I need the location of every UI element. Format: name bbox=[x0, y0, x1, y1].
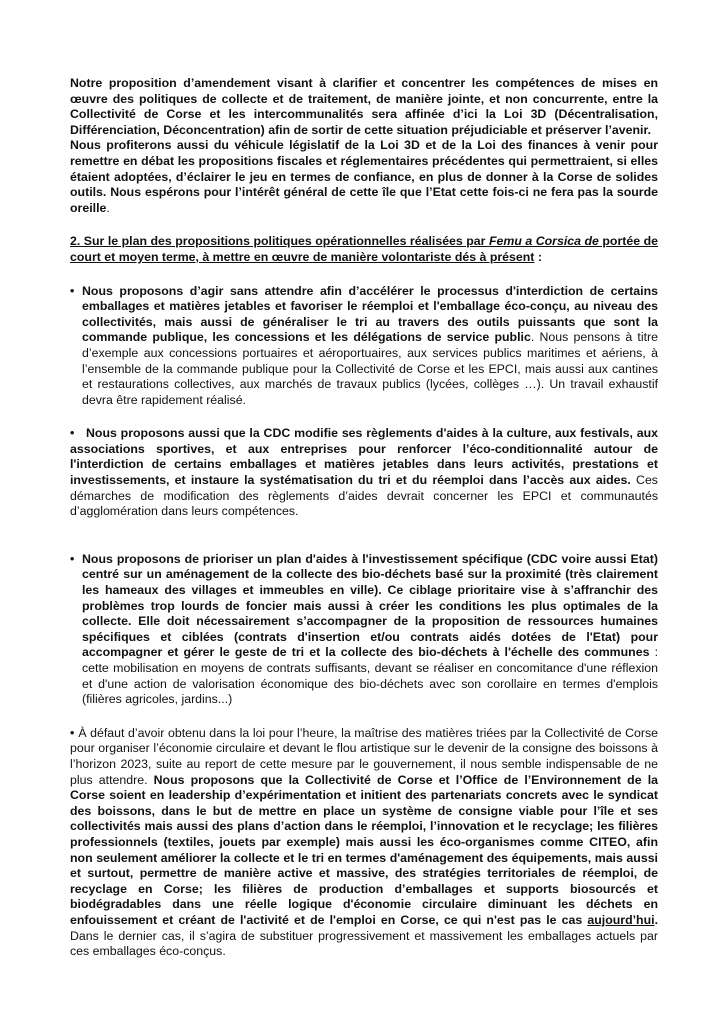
intro-paragraph-2 bbox=[70, 138, 658, 216]
bullet-1-normal: . Nous pensons à titre d’exemple aux concessions portuaires et aéroportuaires, aux services publics maritimes et aériens, à l’ensemble de la commande publique pour la Collectivité de Corse et les EPCI, mais aussi aux cantines et restaurations collectives, aux marchés de travaux publics (lycées, collèges …). Un travail exhaustif devra être rapidement réalisé. bbox=[82, 330, 658, 407]
bullet-1-bold: Nous proposons d’agir sans attendre afin d’accélérer le processus d'interdiction de certains emballages et matières jetables et favoriser le réemploi et l'emballage éco-conçu, au niveau des collectivités, mais aussi de généraliser le tri au travers des outils puissants que sont la commande publique, les concessions et les délégations de service public bbox=[82, 283, 658, 345]
section-2-heading-colon: : bbox=[534, 249, 542, 264]
final-bold-underlined: aujourd’hui bbox=[587, 912, 655, 927]
final-normal-a: À défaut d’avoir obtenu dans la loi pour l’heure, la maîtrise des matières triées par la Collectivité de Corse pour organiser l’économie circulaire et devant le flou artistique sur le devenir de la consigne des boissons à l’horizon 2023, suite au report de cette mesure par le gouvernement, il nous semble indispensable de ne plus attendre. bbox=[70, 725, 658, 787]
intro-paragraph-1 bbox=[70, 76, 658, 138]
final-bold-b: . bbox=[654, 912, 658, 927]
bullet-2-normal: Ces démarches de modification des règlements d’aides devrait concerner les EPCI et communautés d’agglomération dans leurs compétences. bbox=[70, 473, 658, 519]
final-paragraph bbox=[70, 726, 658, 960]
final-normal-b: Dans le dernier cas, il s’agira de substituer progressivement et massivement les emballages actuels par ces emballages éco-conçus. bbox=[70, 928, 658, 959]
bullet-item-1 bbox=[70, 284, 658, 409]
bullet-mark: • bbox=[70, 551, 75, 566]
intro-text-2-end: . bbox=[106, 200, 110, 215]
bullet-3-bold: Nous proposons de prioriser un plan d'aides à l'investissement spécifique (CDC voire aussi Etat) centré sur un aménagement de la collecte des bio-déchets basé sur la proximité (très clairement les hameaux des villages et immeubles en ville). Ce ciblage prioritaire vise à s’affranchir des problèmes trop lourds de foncier mais aussi à créer les conditions les plus optimales de la collecte. Elle doit nécessairement s’accompagner de la proposition de ressources humaines spécifiques et ciblées (contrats d'insertion et/ou contrats aidés dotées de l'Etat) pour accompagner et gérer le geste de tri et la collecte des bio-déchets à l'échelle des communes bbox=[82, 551, 658, 660]
bullet-mark: • bbox=[70, 283, 75, 298]
intro-text-2: Nous profiterons aussi du véhicule législatif de la Loi 3D et de la Loi des finances à venir pour remettre en débat les propositions fiscales et réglementaires précédentes qui permettraient, si elles étaient adoptées, d’éclairer le jeu en termes de confiance, en plus de donner à la Corse de solides outils. Nous espérons pour l’intérêt général de cette île que l’Etat cette fois-ci ne fera pas la sourde oreille bbox=[70, 138, 658, 215]
bullet-mark: • bbox=[70, 426, 75, 441]
bullet-item-2 bbox=[70, 426, 658, 520]
final-bold-a: Nous proposons que la Collectivité de Corse et l’Office de l’Environnement de la Corse soient en leadership d’expérimentation et initient des partenariats concrets avec le syndicat des boissons, dans le but de mettre en place un système de consigne viable pour l’île et ses collectivités mais aussi des plans d’action dans le réemploi, l’innovation et le recyclage; les filières professionnels (textiles, jouets par exemple) mais aussi les éco-organismes comme CITEO, afin non seulement améliorer la collecte et le tri en termes d'aménagement des équipements, mais aussi et surtout, permettre de manière active et massive, des stratégies territoriales de réemploi, de recyclage en Corse; les filières de production d’emballages et supports biosourcés et biodégradables dans une réelle logique d'économie circulaire diminuant les déchets en enfouissement et créant de l'activité et de l'emploi en Corse, ce qui n'est pas le cas bbox=[70, 772, 658, 927]
section-2-heading-a: 2. Sur le plan des propositions politiques opérationnelles réalisées par bbox=[70, 234, 489, 249]
section-2-heading bbox=[70, 234, 658, 265]
bullet-text-3 bbox=[82, 552, 658, 708]
bullet-item-3 bbox=[70, 552, 658, 708]
bullet-mark: • bbox=[70, 725, 75, 740]
bullet-2-bold: Nous proposons aussi que la CDC modifie ses règlements d'aides à la culture, aux festivals, aux associations sportives, et aux entreprises pour renforcer l’éco-conditionnalité autour de l'interdiction de certains emballages et matières jetables dans leurs activités, prestations et investissements, et instaure la systématisation du tri et du réemploi dans l’accès aux aides. bbox=[70, 426, 659, 488]
bullet-3-normal: : cette mobilisation en moyens de contrats suffisants, devant se réaliser en concomitance d'une réflexion et d'une action de valorisation économique des bio-déchets avec son corollaire en termes d'emplois (filières agricoles, jardins...) bbox=[82, 645, 658, 707]
section-2-heading-italic: Femu a Corsica de bbox=[488, 234, 599, 249]
section-2-heading-b: portée de court et moyen terme, à mettre en œuvre de manière volontariste dés à présent bbox=[70, 234, 658, 264]
bullet-text-1 bbox=[82, 284, 658, 409]
intro-text-1: Notre proposition d’amendement visant à clarifier et concentrer les compétences de mises en œuvre des politiques de collecte et de traitement, de manière jointe, et non concurrente, entre la Collectivité de Corse et les intercommunalités sera affinée d’ici la Loi 3D (Décentralisation, Différenciation, Déconcentration) afin de sortir de cette situation préjudiciable et préserver l’avenir. bbox=[70, 76, 658, 137]
